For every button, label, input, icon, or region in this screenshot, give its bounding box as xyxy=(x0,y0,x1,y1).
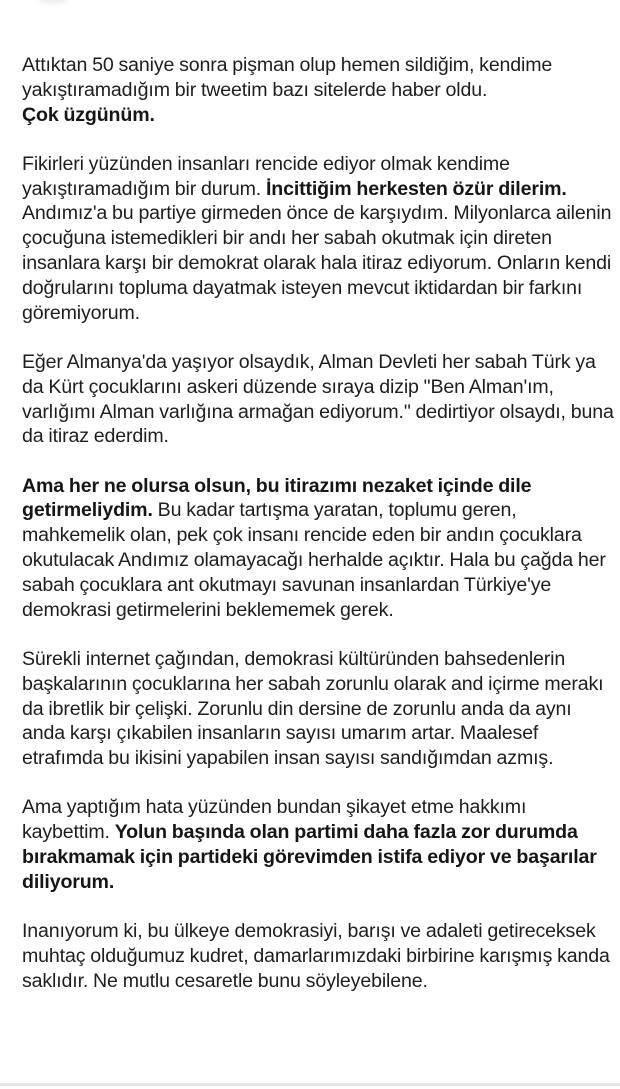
text-segment: Inanıyorum ki, bu ülkeye demokrasiyi, barışı ve adaleti getireceksek muhtaç olduğumuz kudret, damarlarımızdaki birbirine karışmış kanda saklıdır. Ne mutlu cesaretle bunu söyleyebilene. xyxy=(22,920,610,992)
paragraph-2 xyxy=(22,152,618,326)
paragraph-7 xyxy=(22,919,618,993)
text-segment: Sürekli internet çağından, demokrasi kültüründen bahsedenlerin başkalarının çocuklarına her sabah zorunlu olarak and içirme merakı da ibretlik bir çelişki. Zorunlu din dersine de zorunlu anda da aynı anda karşı çıkabilen insanların sayısı umarım artar. Maalesef etrafımda bu ikisini yapabilen insan sayısı sandığımdan azmış. xyxy=(22,647,604,770)
text-segment-bold: Ama her ne olursa olsun, bu itirazımı nezaket içinde dile getirmeliydim. xyxy=(22,474,532,522)
text-segment-bold: Çok üzgünüm. xyxy=(22,103,155,126)
paragraph-4 xyxy=(22,474,618,623)
paragraph-6 xyxy=(22,795,618,894)
text-segment: Eğer Almanya'da yaşıyor olsaydık, Alman Devleti her sabah Türk ya da Kürt çocuklarını askeri düzende sıraya dizip "Ben Alman'ım, varlığımı Alman varlığına armağan ediyorum." dedirtiyor olsaydı, buna da itiraz ederdim. xyxy=(22,350,614,448)
text-segment: Fikirleri yüzünden insanları rencide ediyor olmak kendime yakıştıramadığım bir durum. xyxy=(22,152,510,200)
text-segment-bold: İncittiğim herkesten özür dilerim. xyxy=(265,177,567,200)
paragraph-1 xyxy=(22,53,618,127)
text-segment: Attıktan 50 saniye sonra pişman olup hemen sildiğim, kendime yakıştıramadığım bir tweetim bazı sitelerde haber oldu. xyxy=(22,54,553,101)
text-segment: Bu kadar tartışma yaratan, toplumu geren, mahkemelik olan, pek çok insanı rencide eden bir andın çocuklara okutulacak Andımız olamayacağı herhalde açıktır. Hala bu çağda her sabah çocuklara ant okutmayı savunan insanlardan Türkiye'ye demokrasi getirmelerini beklememek gerek. xyxy=(22,499,606,621)
paragraph-5 xyxy=(22,647,618,771)
bottom-divider xyxy=(0,1083,620,1086)
avatar-edge xyxy=(38,0,68,4)
text-segment: Andımız'a bu partiye girmeden önce de karşıydım. Milyonlarca ailenin çocuğuna istemedikleri bir andı her sabah okutmak için direten insanlara karşı bir demokrat olarak hala itiraz ediyorum. Onların kendi doğrularını topluma dayatmak isteyen mevcut iktidardan bir farkını göremiyorum. xyxy=(22,202,612,324)
text-segment: Ama yaptığım hata yüzünden bundan şikayet etme hakkımı kaybettim. xyxy=(22,796,527,844)
post-body xyxy=(22,53,618,1018)
text-segment-bold: Yolun başında olan partimi daha fazla zor durumda bırakmamak için partideki görevimden istifa ediyor ve başarılar diliyorum. xyxy=(22,821,597,893)
paragraph-3 xyxy=(22,350,618,449)
